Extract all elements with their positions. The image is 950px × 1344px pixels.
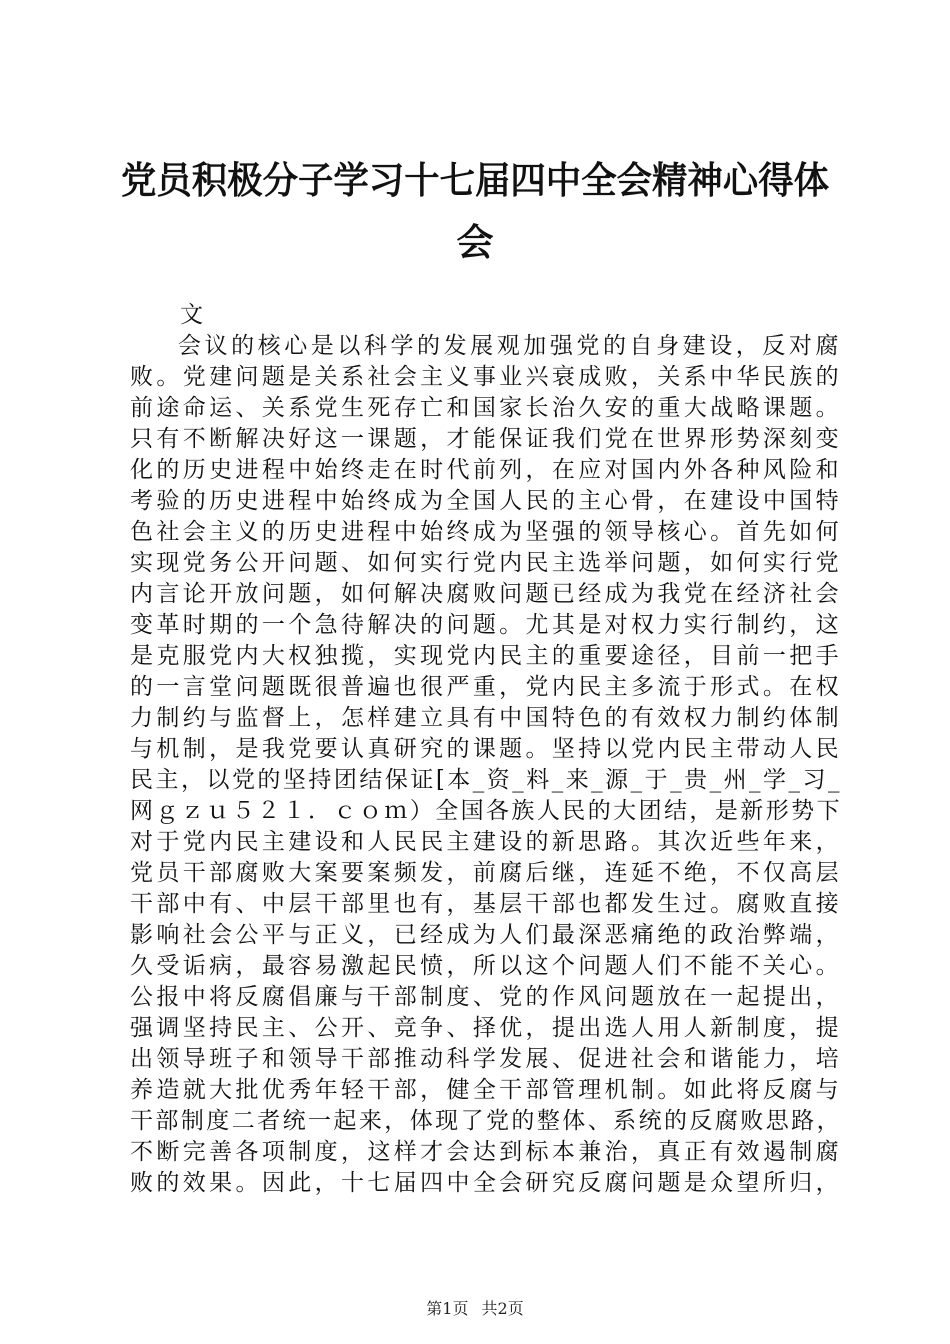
paragraph-line: 党员干部腐败大案要案频发，前腐后继，连延不绝，不仅高层 [130,860,842,886]
paragraph-line: 与机制，是我党要认真研究的课题。坚持以党内民主带动人民 [130,736,842,762]
author-label: 文 [180,302,203,328]
paragraph-line: 干部制度二者统一起来，体现了党的整体、系统的反腐败思路， [130,1108,842,1134]
paragraph-line: 败的效果。因此，十七届四中全会研究反腐问题是众望所归， [130,1170,842,1196]
document-title-line-1: 党员积极分子学习十七届四中全会精神心得体 [121,158,829,202]
paragraph-line: 对于党内民主建设和人民民主建设的新思路。其次近些年来， [130,829,842,855]
paragraph-line: 出领导班子和领导干部推动科学发展、促进社会和谐能力，培 [130,1046,842,1072]
paragraph-line: 影响社会公平与正义，已经成为人们最深恶痛绝的政治弊端， [130,922,842,948]
paragraph-line: 内言论开放问题，如何解决腐败问题已经成为我党在经济社会 [130,581,842,607]
paragraph-line: 实现党务公开问题、如何实行党内民主选举问题，如何实行党 [130,550,842,576]
paragraph-line: 会议的核心是以科学的发展观加强党的自身建设，反对腐 [178,333,842,359]
paragraph-line: 败。党建问题是关系社会主义事业兴衰成败，关系中华民族的 [130,364,842,390]
paragraph-line: 网ｇｚｕ５２１．ｃｏｍ）全国各族人民的大团结，是新形势下 [130,798,842,824]
paragraph-line: 养造就大批优秀年轻干部，健全干部管理机制。如此将反腐与 [130,1077,842,1103]
paragraph-line: 强调坚持民主、公开、竞争、择优，提出选人用人新制度，提 [130,1015,842,1041]
paragraph-line: 干部中有、中层干部里也有，基层干部也都发生过。腐败直接 [130,891,842,917]
paragraph-line: 化的历史进程中始终走在时代前列，在应对国内外各种风险和 [130,457,842,483]
paragraph-line: 不断完善各项制度，这样才会达到标本兼治，真正有效遏制腐 [130,1139,842,1165]
paragraph-line: 变革时期的一个急待解决的问题。尤其是对权力实行制约，这 [130,612,842,638]
page-total: 共2页 [481,1299,524,1318]
paragraph-line: 是克服党内大权独揽，实现党内民主的重要途径，目前一把手 [130,643,842,669]
document-body [130,331,842,1199]
paragraph-line: 考验的历史进程中始终成为全国人民的主心骨，在建设中国特 [130,488,842,514]
paragraph-line: 的一言堂问题既很普遍也很严重，党内民主多流于形式。在权 [130,674,842,700]
document-title-line-2: 会 [456,220,494,264]
paragraph-line: 公报中将反腐倡廉与干部制度、党的作风问题放在一起提出， [130,984,842,1010]
paragraph-line: 民主，以党的坚持团结保证[本_资_料_来_源_于_贵_州_学_习_ [130,767,842,793]
page-footer [0,1299,950,1319]
paragraph-line: 只有不断解决好这一课题，才能保证我们党在世界形势深刻变 [130,426,842,452]
paragraph-line: 久受诟病，最容易激起民愤，所以这个问题人们不能不关心。 [130,953,842,979]
paragraph-line: 力制约与监督上，怎样建立具有中国特色的有效权力制约体制 [130,705,842,731]
page-number: 第1页 [426,1299,469,1318]
paragraph-line: 色社会主义的历史进程中始终成为坚强的领导核心。首先如何 [130,519,842,545]
paragraph-line: 前途命运、关系党生死存亡和国家长治久安的重大战略课题。 [130,395,842,421]
